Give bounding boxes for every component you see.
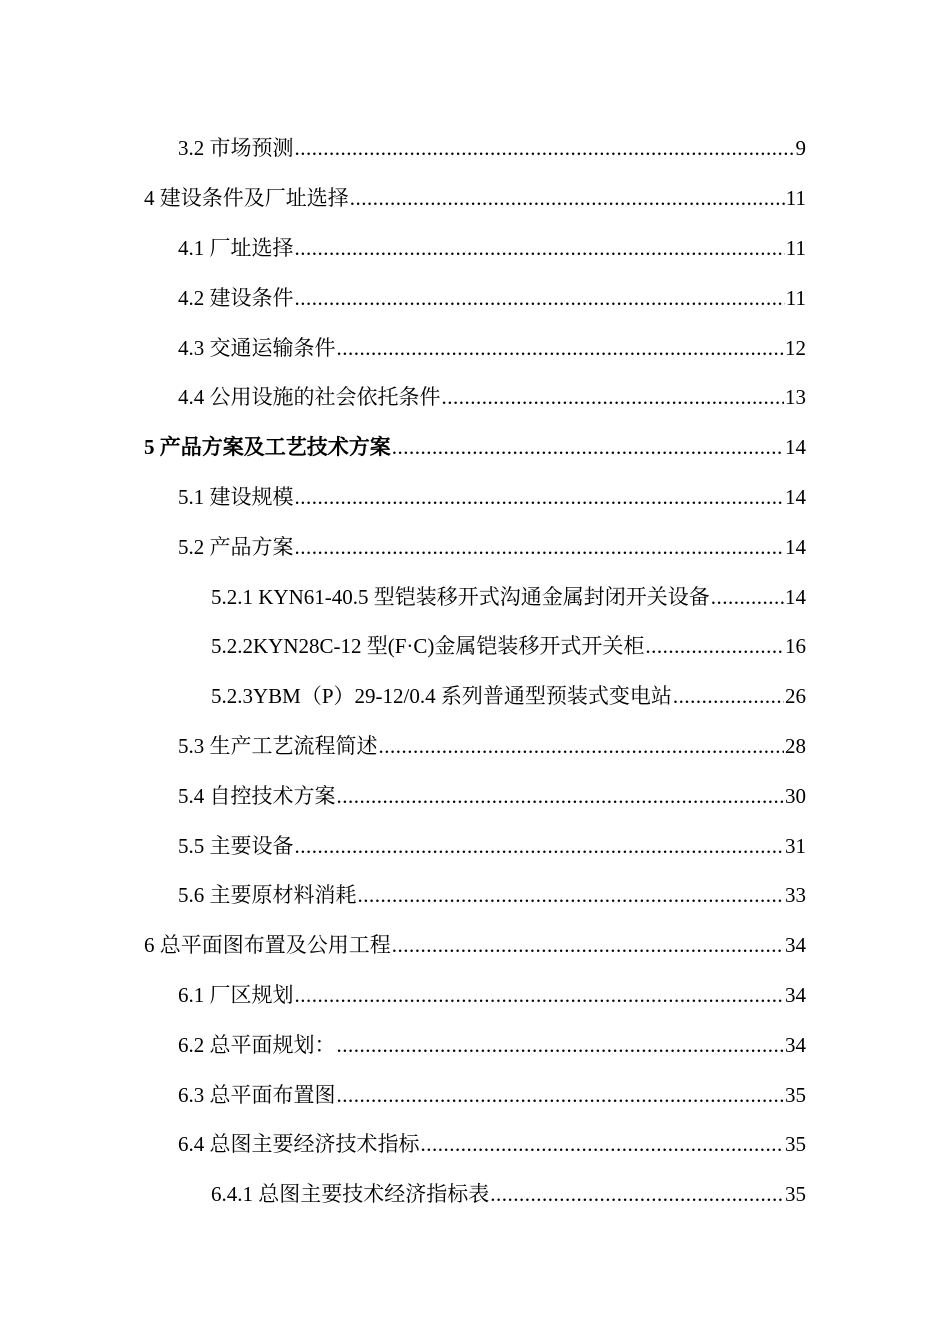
- toc-dot-leader: [295, 537, 785, 558]
- toc-dot-leader: [442, 387, 785, 408]
- toc-entry-title: 4.4 公用设施的社会依托条件: [178, 385, 441, 410]
- toc-page-number: 30: [785, 783, 806, 808]
- toc-entry-line: [178, 534, 806, 559]
- toc-entry-title: 5.1 建设规模: [178, 484, 294, 509]
- toc-entry[interactable]: [0, 572, 950, 622]
- toc-entry-title: 4.2 建设条件: [178, 285, 294, 310]
- toc-page-number: 9: [795, 136, 806, 161]
- toc-entry-title: 5.2.3YBM（P）29-12/0.4 系列普通型预装式变电站: [211, 684, 672, 709]
- toc-page-number: 16: [785, 634, 806, 659]
- toc-entry-line: [178, 982, 806, 1007]
- toc-page-number: 13: [785, 385, 806, 410]
- toc-entry-title: 6.1 厂区规划: [178, 982, 294, 1007]
- toc-entry[interactable]: [0, 373, 950, 423]
- toc-page-number: 14: [785, 484, 806, 509]
- toc-dot-leader: [350, 188, 785, 209]
- toc-entry-title: 6.3 总平面布置图: [178, 1082, 336, 1107]
- toc-entry[interactable]: [0, 273, 950, 323]
- toc-dot-leader: [379, 736, 785, 757]
- toc-entry[interactable]: [0, 473, 950, 523]
- toc-page-number: 28: [785, 733, 806, 758]
- toc-entry-title: 4.3 交通运输条件: [178, 335, 336, 360]
- toc-entry[interactable]: [0, 522, 950, 572]
- toc-entry[interactable]: [0, 323, 950, 373]
- toc-entry-line: [178, 484, 806, 509]
- toc-entry-line: [211, 636, 806, 657]
- toc-dot-leader: [358, 885, 785, 906]
- toc-entry-title: 5.2 产品方案: [178, 534, 294, 559]
- toc-page-number: 35: [785, 1182, 806, 1207]
- toc-entry-line: [178, 335, 806, 360]
- toc-entry[interactable]: [0, 1170, 950, 1220]
- toc-page-number: 11: [785, 186, 806, 211]
- toc-entry[interactable]: [0, 174, 950, 224]
- toc-dot-leader: [711, 587, 784, 608]
- toc-entry-line: [144, 188, 806, 209]
- toc-entry-line: [178, 1082, 806, 1107]
- toc-dot-leader: [295, 836, 785, 857]
- toc-entry[interactable]: [0, 1020, 950, 1070]
- toc-page-number: 11: [785, 235, 806, 260]
- toc-page-number: 14: [785, 435, 806, 460]
- toc-entry[interactable]: [0, 423, 950, 473]
- toc-dot-leader: [392, 437, 784, 458]
- toc-entry[interactable]: [0, 1120, 950, 1170]
- toc-entry-line: [178, 138, 806, 159]
- toc-entry-title: 6.2 总平面规划：: [178, 1032, 336, 1057]
- toc-dot-leader: [645, 636, 784, 657]
- toc-entry-title: 5.3 生产工艺流程简述: [178, 733, 378, 758]
- toc-entry-title: 5.2.1 KYN61-40.5 型铠装移开式沟通金属封闭开关设备: [211, 584, 710, 609]
- toc-page-number: 34: [785, 1032, 806, 1057]
- toc-entry[interactable]: [0, 971, 950, 1021]
- toc-dot-leader: [337, 786, 785, 807]
- toc-entry-title: 6 总平面图布置及公用工程: [144, 933, 391, 958]
- toc-entry[interactable]: [0, 224, 950, 274]
- toc-page-number: 35: [785, 1082, 806, 1107]
- toc-entry-line: [178, 885, 806, 906]
- toc-entry-line: [178, 1134, 806, 1155]
- toc-entry-line: [144, 935, 806, 956]
- toc-entry-title: 5.2.2KYN28C-12 型(F·C)金属铠装移开式开关柜: [211, 634, 645, 659]
- toc-entry[interactable]: [0, 672, 950, 722]
- toc-entry[interactable]: [0, 722, 950, 772]
- toc-entry-title: 4.1 厂址选择: [178, 235, 294, 260]
- toc-entry[interactable]: [0, 821, 950, 871]
- toc-dot-leader: [337, 1085, 785, 1106]
- toc-entry-line: [178, 833, 806, 858]
- toc-dot-leader: [295, 487, 785, 508]
- toc-entry[interactable]: [0, 771, 950, 821]
- toc-entry-title: 4 建设条件及厂址选择: [144, 186, 349, 211]
- toc-dot-leader: [337, 1035, 785, 1056]
- toc-page-number: 33: [785, 883, 806, 908]
- toc-dot-leader: [337, 338, 785, 359]
- toc-entry[interactable]: [0, 921, 950, 971]
- toc-entry[interactable]: [0, 622, 950, 672]
- toc-entry-line: [211, 686, 806, 707]
- toc-entry[interactable]: [0, 1070, 950, 1120]
- toc-page-number: 11: [785, 285, 806, 310]
- toc-entry-title: 3.2 市场预测: [178, 136, 294, 161]
- toc-page-number: 35: [785, 1132, 806, 1157]
- table-of-contents: [0, 124, 950, 1220]
- toc-entry-title: 6.4 总图主要经济技术指标: [178, 1132, 420, 1157]
- toc-entry-line: [178, 733, 806, 758]
- toc-entry-title: 5 产品方案及工艺技术方案: [144, 435, 391, 460]
- toc-page-number: 26: [785, 684, 806, 709]
- toc-page-number: 34: [785, 982, 806, 1007]
- toc-dot-leader: [392, 935, 784, 956]
- toc-entry[interactable]: [0, 871, 950, 921]
- toc-dot-leader: [295, 238, 785, 259]
- toc-dot-leader: [295, 138, 795, 159]
- toc-entry-line: [178, 387, 806, 408]
- toc-entry-line: [211, 1184, 806, 1205]
- toc-entry-line: [178, 1032, 806, 1057]
- toc-entry-line: [144, 437, 806, 458]
- toc-entry-line: [178, 285, 806, 310]
- toc-entry-line: [211, 584, 806, 609]
- toc-dot-leader: [421, 1134, 785, 1155]
- toc-page-number: 12: [785, 335, 806, 360]
- toc-entry-line: [178, 235, 806, 260]
- toc-entry-title: 5.5 主要设备: [178, 833, 294, 858]
- toc-dot-leader: [295, 985, 785, 1006]
- toc-page-number: 14: [785, 584, 806, 609]
- toc-entry-line: [178, 783, 806, 808]
- toc-page-number: 14: [785, 534, 806, 559]
- toc-entry-title: 6.4.1 总图主要技术经济指标表: [211, 1182, 490, 1207]
- toc-dot-leader: [490, 1184, 784, 1205]
- toc-entry-title: 5.6 主要原材料消耗: [178, 883, 357, 908]
- toc-dot-leader: [295, 288, 785, 309]
- toc-page-number: 31: [785, 833, 806, 858]
- toc-dot-leader: [673, 686, 784, 707]
- toc-page-number: 34: [785, 933, 806, 958]
- toc-entry-title: 5.4 自控技术方案: [178, 783, 336, 808]
- toc-entry[interactable]: [0, 124, 950, 174]
